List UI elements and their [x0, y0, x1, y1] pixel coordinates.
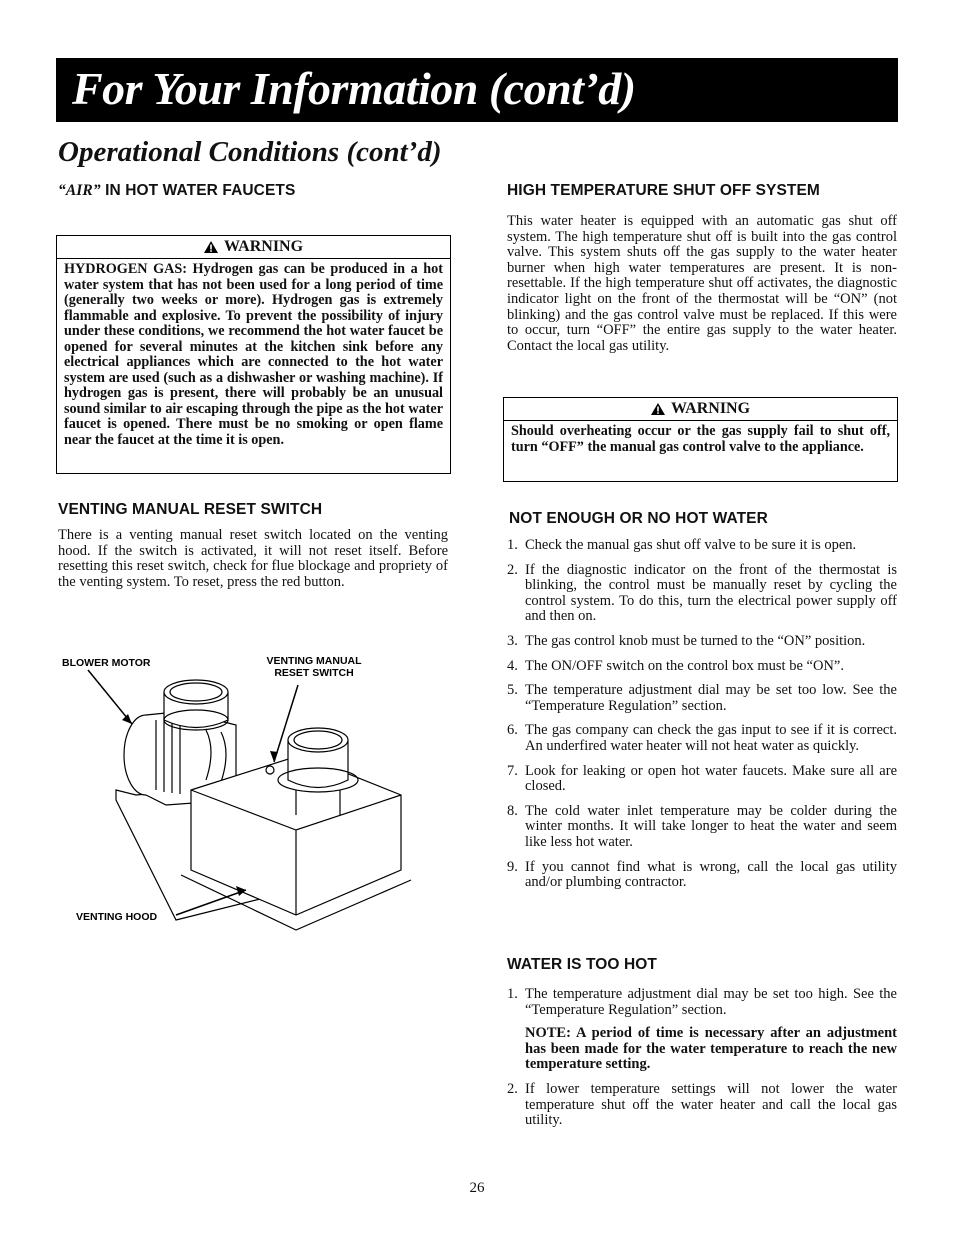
item-number: 8. — [507, 802, 518, 819]
overheat-warning-box — [503, 397, 898, 482]
item-text: The temperature adjustment dial may be set too high. See the “Temperature Regulation” section. — [525, 986, 897, 1018]
item-text: The cold water inlet temperature may be colder during the winter months. It will take longer to heat the water and seem like less hot water. — [525, 802, 897, 850]
list-item — [507, 1082, 897, 1129]
too-hot-list — [507, 987, 897, 1138]
warning-label: WARNING — [670, 400, 751, 417]
item-number: 1. — [507, 986, 518, 1002]
item-number: 5. — [507, 682, 518, 699]
list-item — [507, 683, 897, 714]
page-number: 26 — [469, 1180, 485, 1196]
item-text: Check the manual gas shut off valve to be sure it is open. — [525, 537, 857, 553]
item-text: The gas control knob must be turned to the “ON” position. — [525, 632, 866, 649]
item-number: 1. — [507, 537, 518, 553]
list-item — [507, 860, 897, 891]
label-reset-switch-line2: RESET SWITCH — [274, 667, 354, 679]
too-hot-heading: WATER IS TOO HOT — [507, 956, 658, 973]
item-number: 6. — [507, 722, 518, 739]
label-reset-switch-line1: VENTING MANUAL — [266, 655, 362, 667]
hydrogen-warning-box — [56, 235, 451, 474]
item-number: 4. — [507, 657, 518, 674]
item-text: The gas company can check the gas input to see if it is correct. An underfired water heater will not heat water as quickly. — [525, 722, 897, 754]
item-text: If you cannot find what is wrong, call the local gas utility and/or plumbing contractor. — [525, 858, 897, 891]
not-enough-list — [507, 538, 897, 900]
item-text: Look for leaking or open hot water faucets. Make sure all are closed. — [525, 762, 897, 795]
warning-header — [57, 236, 450, 259]
item-number: 2. — [507, 561, 518, 578]
section-subtitle: Operational Conditions (cont’d) — [58, 136, 442, 168]
page-banner — [56, 58, 898, 122]
venting-heading: VENTING MANUAL RESET SWITCH — [58, 501, 323, 518]
item-text: The ON/OFF switch on the control box must be “ON”. — [525, 657, 844, 674]
warning-header — [504, 398, 897, 421]
label-blower-motor: BLOWER MOTOR — [62, 657, 151, 669]
overheat-warning-text: Should overheating occur or the gas supply fail to shut off, turn “OFF” the manual gas control valve to the appliance. — [511, 423, 890, 455]
list-item — [507, 563, 897, 625]
item-text: The temperature adjustment dial may be set too low. See the “Temperature Regulation” section. — [525, 682, 897, 714]
warning-triangle-icon — [651, 403, 665, 415]
air-heading — [58, 182, 295, 200]
item-number: 3. — [507, 632, 518, 649]
venting-hood-diagram — [56, 640, 456, 950]
list-item — [507, 764, 897, 795]
high-temp-text: This water heater is equipped with an automatic gas shut off system. The high temperature shut off is built into the gas control valve. This system shuts off the gas supply to the water heater burner when high water temperatures are present. It is non-resettable. If the high temperature shut off activates, the diagnostic indicator light on the front of the thermostat will be “ON” (not blinking) and the gas control valve must be replaced. If this were to occur, turn “OFF” the entire gas supply to the water heater. Contact the local gas utility. — [507, 213, 897, 354]
warning-triangle-icon — [204, 241, 218, 253]
air-heading-rest: IN HOT WATER FAUCETS — [100, 182, 296, 199]
too-hot-note: NOTE: A period of time is necessary after an adjustment has been made for the water temperature to reach the new temperature setting. — [525, 1025, 897, 1073]
list-item — [507, 987, 897, 1073]
high-temp-heading: HIGH TEMPERATURE SHUT OFF SYSTEM — [507, 182, 820, 199]
item-text: If the diagnostic indicator on the front of the thermostat is blinking, the control must be manually reset by cycling the control system. To do this, turn the electrical power supply off and then on. — [525, 561, 897, 625]
list-item — [507, 538, 897, 554]
list-item — [507, 723, 897, 754]
list-item — [507, 659, 897, 675]
page-title: For Your Information (cont’d) — [72, 63, 636, 114]
venting-text: There is a venting manual reset switch located on the venting hood. If the switch is activated, it will not reset itself. Before resetting this reset switch, check for flue blockage and propriety of the venting system. To reset, press the red button. — [58, 527, 448, 590]
air-heading-italic: “AIR” — [58, 182, 101, 199]
list-item — [507, 804, 897, 851]
warning-label: WARNING — [223, 238, 304, 255]
label-venting-hood: VENTING HOOD — [76, 911, 158, 923]
item-number: 9. — [507, 858, 518, 875]
item-number: 2. — [507, 1080, 518, 1097]
hydrogen-warning-text: HYDROGEN GAS: Hydrogen gas can be produced in a hot water system that has not been used for a long period of time (generally two weeks or more). Hydrogen gas is extremely flammable and explosive. To prevent the possibility of injury under these conditions, we recommend the hot water faucet be opened for several minutes at the kitchen sink before any electrical appliances which are connected to the hot water system are used (such as a dishwasher or washing machine). If hydrogen gas is present, there will probably be an unusual sound similar to air escaping through the pipe as the hot water faucet is opened. There must be no smoking or open flame near the faucet at the time it is open. — [64, 261, 443, 449]
not-enough-heading: NOT ENOUGH OR NO HOT WATER — [509, 510, 768, 527]
list-item — [507, 634, 897, 650]
item-text: If lower temperature settings will not lower the water temperature shut off the water heater and call the local gas utility. — [525, 1080, 897, 1129]
item-number: 7. — [507, 762, 518, 779]
